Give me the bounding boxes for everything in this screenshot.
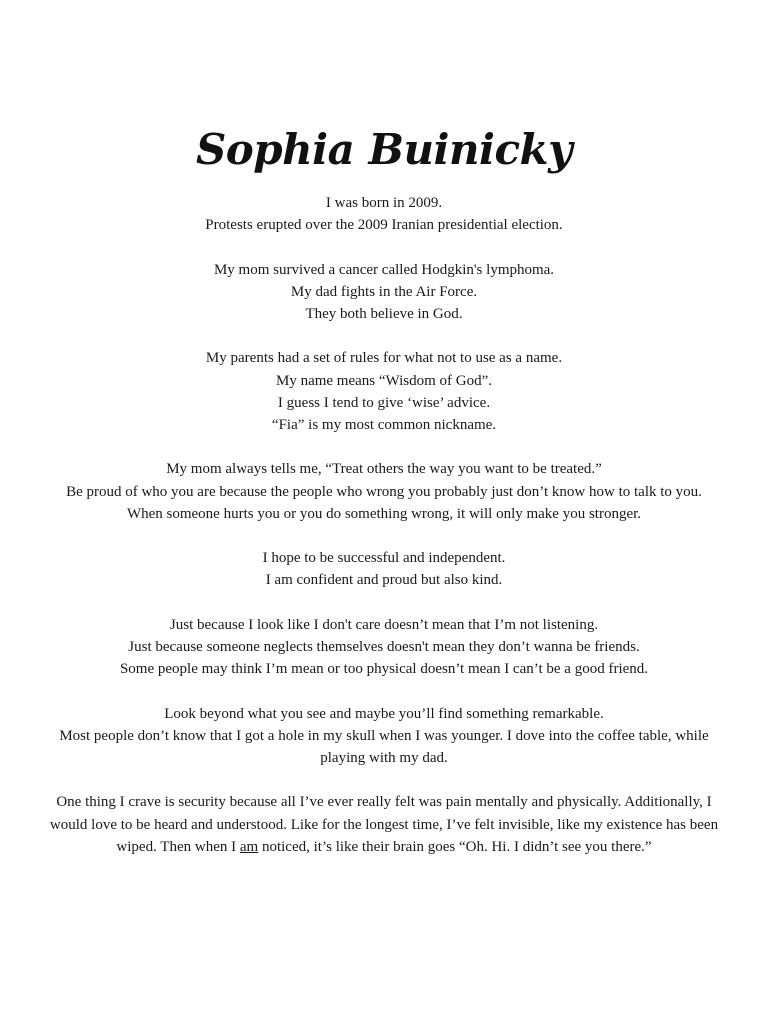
poem-line: I hope to be successful and independent.: [262, 550, 506, 567]
poem-line: When someone hurts you or you do something wrong, it will only make you stronger.: [126, 505, 642, 522]
stanza-6: [48, 614, 720, 681]
poem-line: They both believe in God.: [305, 306, 463, 322]
poem-line: Protests erupted over the 2009 Iranian presidential election.: [205, 217, 563, 234]
poem-line: I was born in 2009.: [325, 195, 443, 211]
poem-line: My parents had a set of rules for what not to use as a name.: [205, 350, 563, 367]
poem-line: Most people don’t know that I got a hole in my skull when I was younger. I dove into the coffee table, while playing with my dad.: [59, 727, 709, 766]
poem-line-final: One thing I crave is security because all I’ve ever really felt was pain mentally and physically. Additionally, I would love to be heard and understood. Like for the longest time, I’ve felt invisible, like my existence has been wiped. Then when I am noticed, it’s like their brain goes “Oh. Hi. I didn’t see you there.”: [49, 794, 719, 855]
poem-line: “Fia” is my most common nickname.: [271, 417, 497, 433]
poem-line: Look beyond what you see and maybe you’ll find something remarkable.: [164, 705, 604, 722]
poem-line: My name means “Wisdom of God”.: [275, 372, 492, 389]
emphasis-underline: am: [239, 838, 259, 855]
stanza-8: [48, 791, 720, 858]
poem-line: Just because I look like I don't care doesn’t mean that I’m not listening.: [169, 616, 599, 633]
poem-line: I guess I tend to give ‘wise’ advice.: [277, 394, 491, 411]
poem-line: My mom always tells me, “Treat others the way you want to be treated.”: [166, 461, 602, 478]
stanza-5: [48, 547, 720, 591]
poem-line: I am confident and proud but also kind.: [265, 572, 503, 589]
stanza-1: [48, 192, 720, 236]
poem-line: Be proud of who you are because the people who wrong you probably just don’t know how to talk to you.: [66, 483, 702, 500]
page-title: Sophia Buinicky: [195, 125, 573, 175]
poem-line: Just because someone neglects themselves doesn't mean they don’t wanna be friends.: [128, 638, 640, 655]
poem-line: My mom survived a cancer called Hodgkin's lymphoma.: [213, 261, 555, 278]
stanza-3: [48, 347, 720, 436]
stanza-2: [48, 259, 720, 326]
poem-body: [48, 192, 720, 880]
poem-line: My dad fights in the Air Force.: [290, 283, 478, 300]
poem-line: Some people may think I’m mean or too physical doesn’t mean I can’t be a good friend.: [119, 661, 649, 678]
stanza-4: [48, 458, 720, 525]
stanza-7: [48, 703, 720, 770]
